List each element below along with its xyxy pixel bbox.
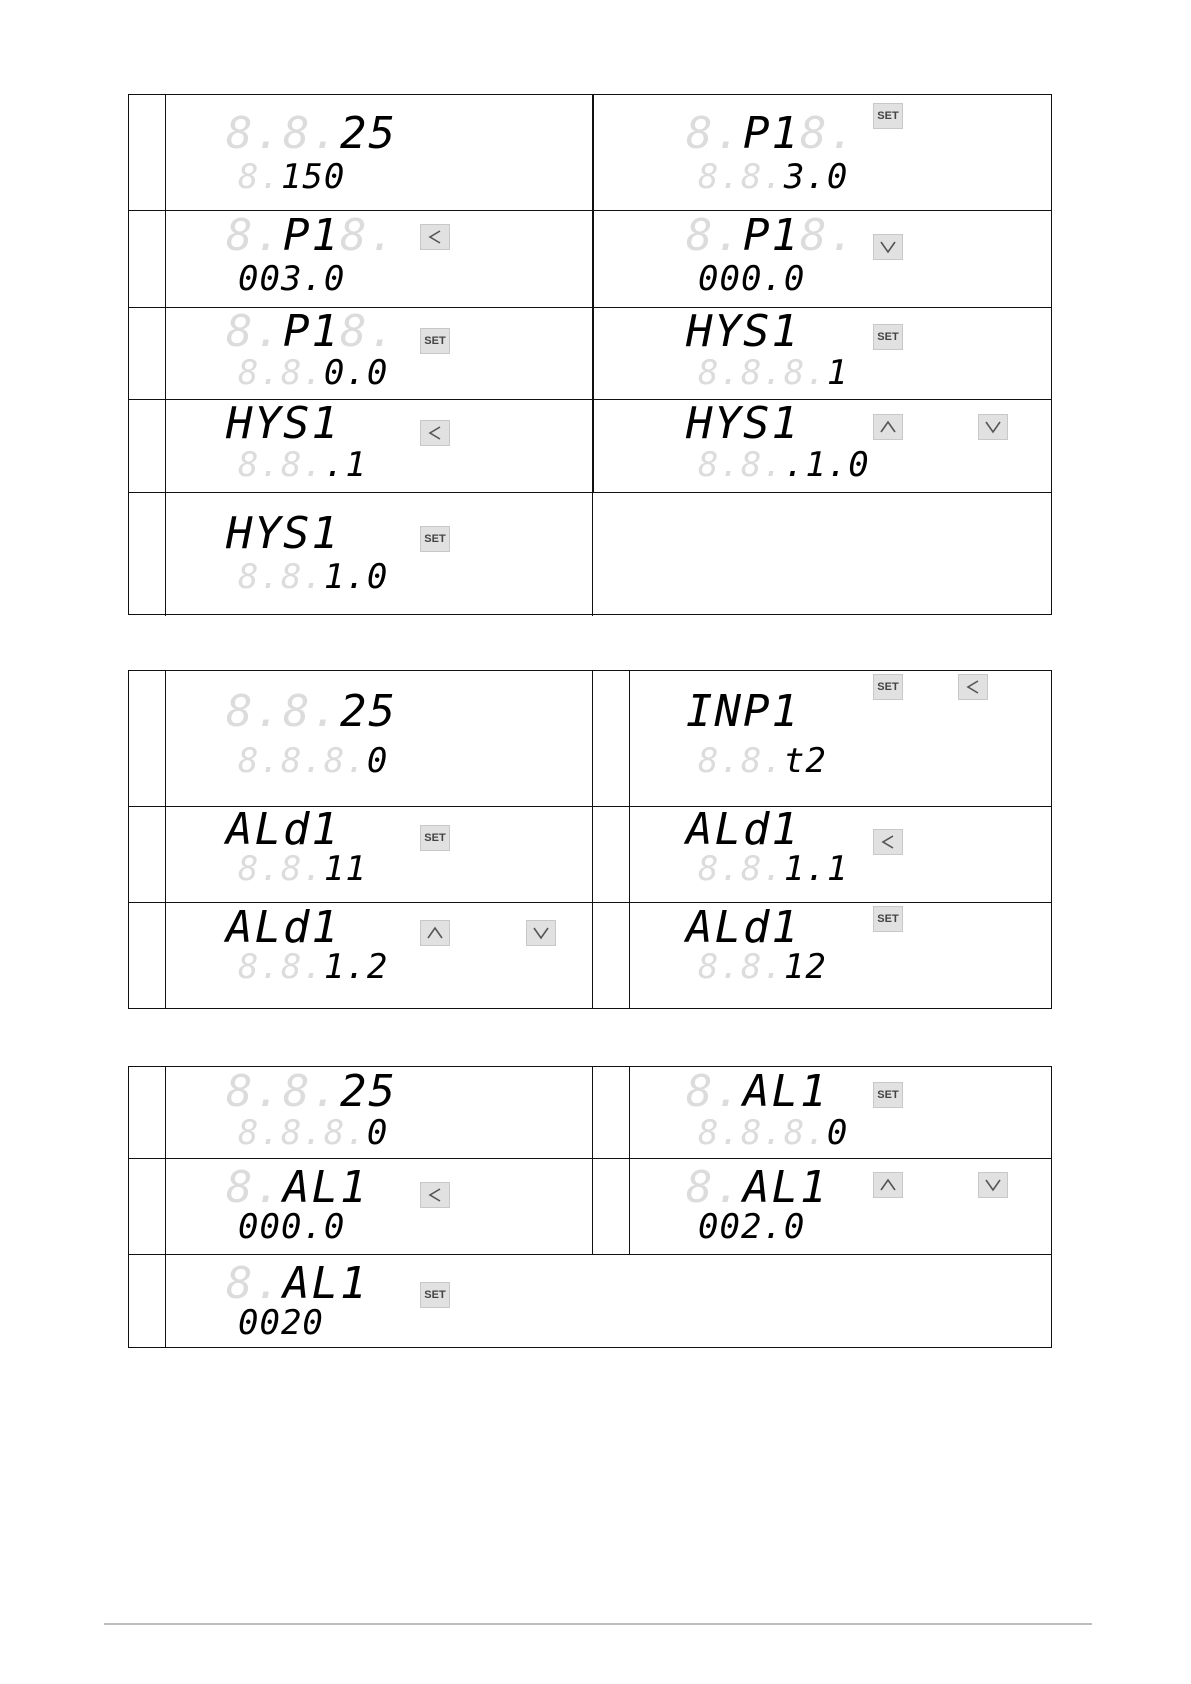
sv-display	[698, 849, 849, 889]
pv-display	[686, 306, 800, 357]
lit-segments: HYS1	[686, 306, 800, 357]
sv-display	[698, 1113, 849, 1153]
unlit-segments: 8.8.	[238, 557, 324, 597]
set-key-icon[interactable]	[420, 328, 450, 354]
set-key-label: SET	[424, 832, 446, 844]
lit-segments: ALd1	[226, 902, 340, 953]
set-key-icon[interactable]	[420, 825, 450, 851]
sv-display	[698, 259, 806, 299]
lit-segments: 1	[826, 353, 849, 393]
unlit-segments: 8.8.8.	[238, 741, 367, 781]
unlit-segments: 8.8.	[238, 353, 324, 393]
pv-display	[226, 398, 340, 449]
sv-display	[698, 947, 827, 987]
lit-segments: HYS1	[226, 398, 340, 449]
unlit-segments-tail: 8.	[799, 210, 857, 261]
set-key-label: SET	[424, 1289, 446, 1301]
unlit-segments: 8.8.	[698, 947, 784, 987]
unlit-segments-tail: 8.	[339, 210, 397, 261]
lit-segments: 0.0	[323, 353, 389, 393]
lit-segments: AL1	[282, 1162, 369, 1213]
lit-segments: INP1	[686, 686, 800, 737]
pv-display	[686, 1162, 829, 1213]
lit-segments: 000.0	[238, 1207, 346, 1247]
left-arrow-icon[interactable]	[420, 420, 450, 446]
unlit-segments: 8.	[226, 1162, 283, 1213]
set-key-icon[interactable]	[873, 674, 903, 700]
pv-display	[226, 1066, 397, 1117]
lit-segments: t2	[783, 741, 827, 781]
sv-display	[238, 259, 346, 299]
sv-display	[698, 157, 849, 197]
down-arrow-icon[interactable]	[978, 1172, 1008, 1198]
sv-display	[238, 947, 389, 987]
lit-segments: 25	[339, 1066, 397, 1117]
set-key-label: SET	[877, 681, 899, 693]
unlit-segments: 8.8.	[698, 445, 784, 485]
lit-segments: 000.0	[698, 259, 806, 299]
unlit-segments: 8.8.	[226, 1066, 340, 1117]
unlit-segments-tail: 8.	[799, 108, 857, 159]
pv-display	[226, 210, 397, 261]
pv-display	[686, 686, 800, 737]
pv-display	[226, 508, 340, 559]
lit-segments: P1	[742, 108, 800, 159]
lit-segments: 1.1	[783, 849, 849, 889]
set-key-label: SET	[424, 335, 446, 347]
sv-display	[238, 849, 367, 889]
sv-display	[238, 1303, 324, 1343]
lit-segments: 0020	[238, 1303, 324, 1343]
unlit-segments: 8.	[686, 1066, 743, 1117]
set-key-icon[interactable]	[873, 324, 903, 350]
down-arrow-icon[interactable]	[978, 414, 1008, 440]
lit-segments: ALd1	[226, 804, 340, 855]
unlit-segments: 8.	[226, 306, 283, 357]
set-key-icon[interactable]	[873, 906, 903, 932]
lit-segments: ALd1	[686, 902, 800, 953]
lit-segments: AL1	[282, 1258, 369, 1309]
pv-display	[226, 1258, 369, 1309]
sv-display	[238, 1207, 346, 1247]
unlit-segments: 8.8.8.	[698, 353, 827, 393]
unlit-segments: 8.8.	[238, 947, 324, 987]
left-arrow-icon[interactable]	[420, 224, 450, 250]
left-arrow-icon[interactable]	[958, 674, 988, 700]
pv-display	[686, 902, 800, 953]
lit-segments: 12	[783, 947, 827, 987]
lit-segments: 1.0	[323, 557, 389, 597]
down-arrow-icon[interactable]	[526, 920, 556, 946]
up-arrow-icon[interactable]	[873, 414, 903, 440]
lit-segments: P1	[282, 306, 340, 357]
lit-segments: 0	[366, 741, 389, 781]
unlit-segments: 8.	[226, 210, 283, 261]
unlit-segments: 8.	[686, 108, 743, 159]
lit-segments: P1	[282, 210, 340, 261]
left-arrow-icon[interactable]	[420, 1182, 450, 1208]
unlit-segments: 8.	[238, 157, 281, 197]
unlit-segments: 8.8.8.	[238, 1113, 367, 1153]
pv-display	[686, 804, 800, 855]
lit-segments: P1	[742, 210, 800, 261]
set-key-label: SET	[877, 110, 899, 122]
set-key-label: SET	[877, 331, 899, 343]
up-arrow-icon[interactable]	[873, 1172, 903, 1198]
lit-segments: 003.0	[238, 259, 346, 299]
unlit-segments: 8.	[226, 1258, 283, 1309]
up-arrow-icon[interactable]	[420, 920, 450, 946]
lit-segments: 25	[339, 686, 397, 737]
unlit-segments: 8.	[686, 210, 743, 261]
unlit-segments: 8.8.	[698, 157, 784, 197]
lit-segments: 25	[339, 108, 397, 159]
lit-segments: .1.0	[783, 445, 870, 485]
lit-segments: HYS1	[686, 398, 800, 449]
lit-segments: 0	[366, 1113, 389, 1153]
set-key-label: SET	[877, 913, 899, 925]
left-arrow-icon[interactable]	[873, 829, 903, 855]
set-key-label: SET	[877, 1089, 899, 1101]
pv-display	[226, 306, 397, 357]
unlit-segments: 8.	[686, 1162, 743, 1213]
lit-segments: AL1	[742, 1162, 829, 1213]
set-key-label: SET	[424, 533, 446, 545]
lit-segments: 11	[323, 849, 367, 889]
sv-display	[698, 741, 827, 781]
lit-segments: 002.0	[698, 1207, 806, 1247]
unlit-segments: 8.8.8.	[698, 1113, 827, 1153]
lit-segments: 0	[826, 1113, 849, 1153]
sv-display	[698, 445, 870, 485]
sv-display	[238, 557, 389, 597]
sv-display	[238, 157, 346, 197]
set-key-icon[interactable]	[420, 526, 450, 552]
sv-display	[238, 1113, 389, 1153]
pv-display	[686, 108, 857, 159]
lit-segments: .1	[323, 445, 367, 485]
lit-segments: 150	[280, 157, 346, 197]
sv-display	[238, 353, 389, 393]
pv-display	[226, 804, 340, 855]
set-key-icon[interactable]	[420, 1282, 450, 1308]
unlit-segments: 8.8.	[238, 445, 324, 485]
unlit-segments-tail: 8.	[339, 306, 397, 357]
pv-display	[686, 210, 857, 261]
sv-display	[238, 445, 367, 485]
lit-segments: 3.0	[783, 157, 849, 197]
lit-segments: HYS1	[226, 508, 340, 559]
set-key-icon[interactable]	[873, 103, 903, 129]
lit-segments: 1.2	[323, 947, 389, 987]
set-key-icon[interactable]	[873, 1082, 903, 1108]
unlit-segments: 8.8.	[238, 849, 324, 889]
pv-display	[686, 398, 800, 449]
pv-display	[226, 1162, 369, 1213]
lit-segments: ALd1	[686, 804, 800, 855]
lit-segments: AL1	[742, 1066, 829, 1117]
pv-display	[226, 108, 397, 159]
sv-display	[698, 1207, 806, 1247]
unlit-segments: 8.8.	[226, 686, 340, 737]
unlit-segments: 8.8.	[698, 849, 784, 889]
footer-rule	[104, 1623, 1092, 1625]
pv-display	[226, 902, 340, 953]
sv-display	[238, 741, 389, 781]
pv-display	[686, 1066, 829, 1117]
pv-display	[226, 686, 397, 737]
down-arrow-icon[interactable]	[873, 234, 903, 260]
unlit-segments: 8.8.	[698, 741, 784, 781]
sv-display	[698, 353, 849, 393]
unlit-segments: 8.8.	[226, 108, 340, 159]
